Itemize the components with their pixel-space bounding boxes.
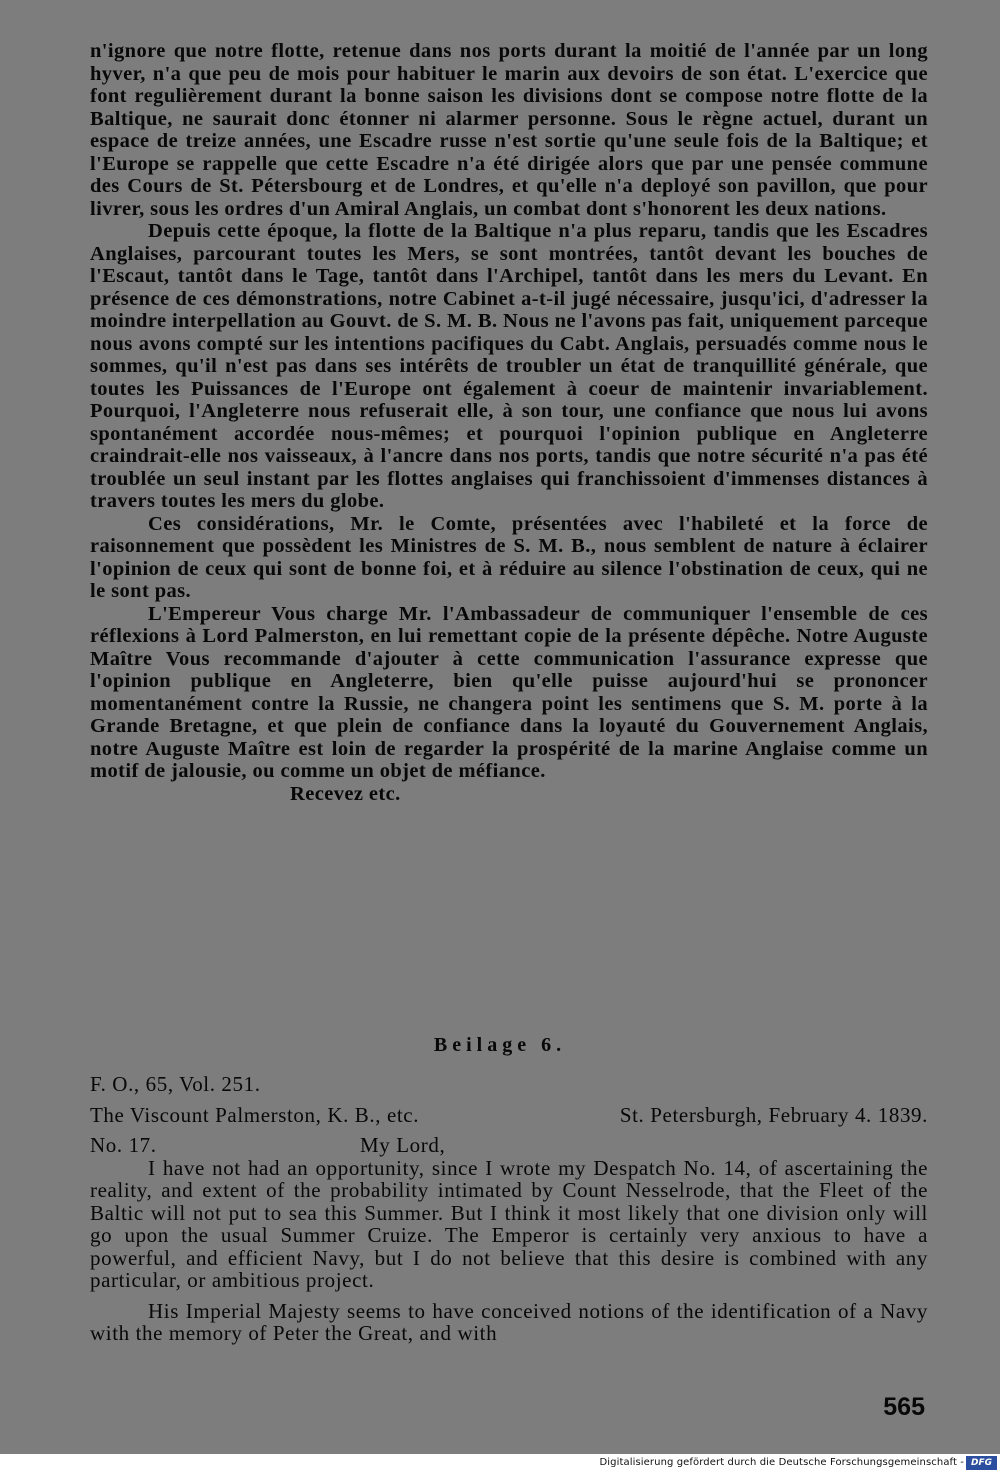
closing-formula: Recevez etc. (290, 782, 401, 805)
paragraph: His Imperial Majesty seems to have conceived notions of the identification of a Navy with the memory of Peter the Great, and with (90, 1298, 928, 1345)
digitization-footer (0, 1454, 1000, 1473)
french-letter-text (90, 40, 928, 805)
addressee: The Viscount Palmerston, K. B., etc. (90, 1102, 420, 1127)
paragraph: L'Empereur Vous charge Mr. l'Ambassadeur de communiquer l'ensemble de ces réflexions à Lord Palmerston, en lui remettant copie de la présente dépêche. Notre Auguste Maître Vous recommande d'ajouter à cette communication l'assurance expresse que l'opinion publique en Angleterre, bien qu'elle puisse aujourd'hui se prononcer momentanément contre la Russie, ne changera point les sentimens que S. M. porte à la Grande Bretagne, et que plein de confiance dans la loyauté du Gouvernement Anglais, notre Auguste Maître est loin de regarder la prospérité de la marine Anglaise comme un motif de jalousie, ou comme un objet de méfiance. (90, 602, 928, 782)
appendix-heading: Beilage 6. (433, 1034, 567, 1056)
paragraph: Ces considérations, Mr. le Comte, présentées avec l'habileté et la force de raisonnement que possèdent les Ministres de S. M. B., nous semblent de nature à éclairer l'opinion de ceux qui sont de bonne foi, et à réduire au silence l'obstination de ceux, qui ne le sont pas. (90, 512, 928, 602)
addressee-row (90, 1104, 928, 1127)
page-number: 565 (883, 1393, 925, 1421)
paragraph: I have not had an opportunity, since I wrote my Despatch No. 14, of ascertaining the reality, and extent of the probability intimated by Count Nesselrode, that the Fleet of the Baltic will not put to sea this Summer. But I think it most likely that one division only will go upon the usual Summer Cruize. The Emperor is certainly very anxious to have a powerful, and efficient Navy, but I do not believe that this desire is combined with any particular, or ambitious project. (90, 1155, 928, 1292)
archive-reference: F. O., 65, Vol. 251. (90, 1072, 261, 1096)
paragraph: n'ignore que notre flotte, retenue dans nos ports durant la moitié de l'année par un long hyver, n'a que peu de mois pour habituer le marin aux devoirs de son état. L'exercice que font regulièrement durant la bonne saison les divisions dont se compose notre flotte de la Baltique, ne saurait donc étonner ni alarmer personne. Sous le règne actuel, durant un espace de treize années, une Escadre russe n'est sortie qu'une seule fois de la Baltique; et l'Europe se rappelle que cette Escadre n'a été dirigée alors que par une pensée commune des Cours de St. Pétersbourg et de Londres, et qu'elle n'a deployé son pavillon, que pour livrer, sous les ordres d'un Amiral Anglais, un combat dont s'honorent les deux nations. (90, 40, 928, 220)
english-despatch-text (90, 1073, 928, 1345)
despatch-number: No. 17. (90, 1133, 157, 1157)
paragraph: Depuis cette époque, la flotte de la Baltique n'a plus reparu, tandis que les Escadres Anglaises, parcourant toutes les Mers, se sont montrées, tantôt devant les bouches de l'Escaut, tantôt dans le Tage, tantôt dans l'Archipel, tantôt dans les mers du Levant. En présence de ces démonstrations, notre Cabinet a-t-il jugé nécessaire, jusqu'ici, d'adresser la moindre interpellation au Gouvt. de S. M. B. Nous ne l'avons pas fait, uniquement parceque nous avons compté sur les intentions pacifiques du Cabt. Anglais, persuadés comme nous le sommes, qu'il n'est pas dans ses intérêts de troubler un état de tranquillité générale, que toutes les Puissances de l'Europe ont également à coeur de maintenir invariablement. Pourquoi, l'Angleterre nous refuserait elle, à son tour, une confiance que nous lui avons spontanément accordée nous-mêmes; et pourquoi l'opinion publique en Angleterre craindrait-elle nos vaisseaux, à l'ancre dans nos ports, tandis que notre sécurité n'a pas été troublée un seul instant par les flottes anglaises qui franchissoient d'immenses distances à travers toutes les mers du globe. (90, 220, 928, 512)
number-row (90, 1134, 928, 1157)
funding-note: Digitalisierung gefördert durch die Deutsche Forschungsgemeinschaft - (599, 1457, 964, 1468)
dfg-logo: DFG (966, 1456, 997, 1470)
salutation: My Lord, (360, 1133, 446, 1157)
place-and-date: St. Petersburgh, February 4. 1839. (619, 1102, 928, 1127)
